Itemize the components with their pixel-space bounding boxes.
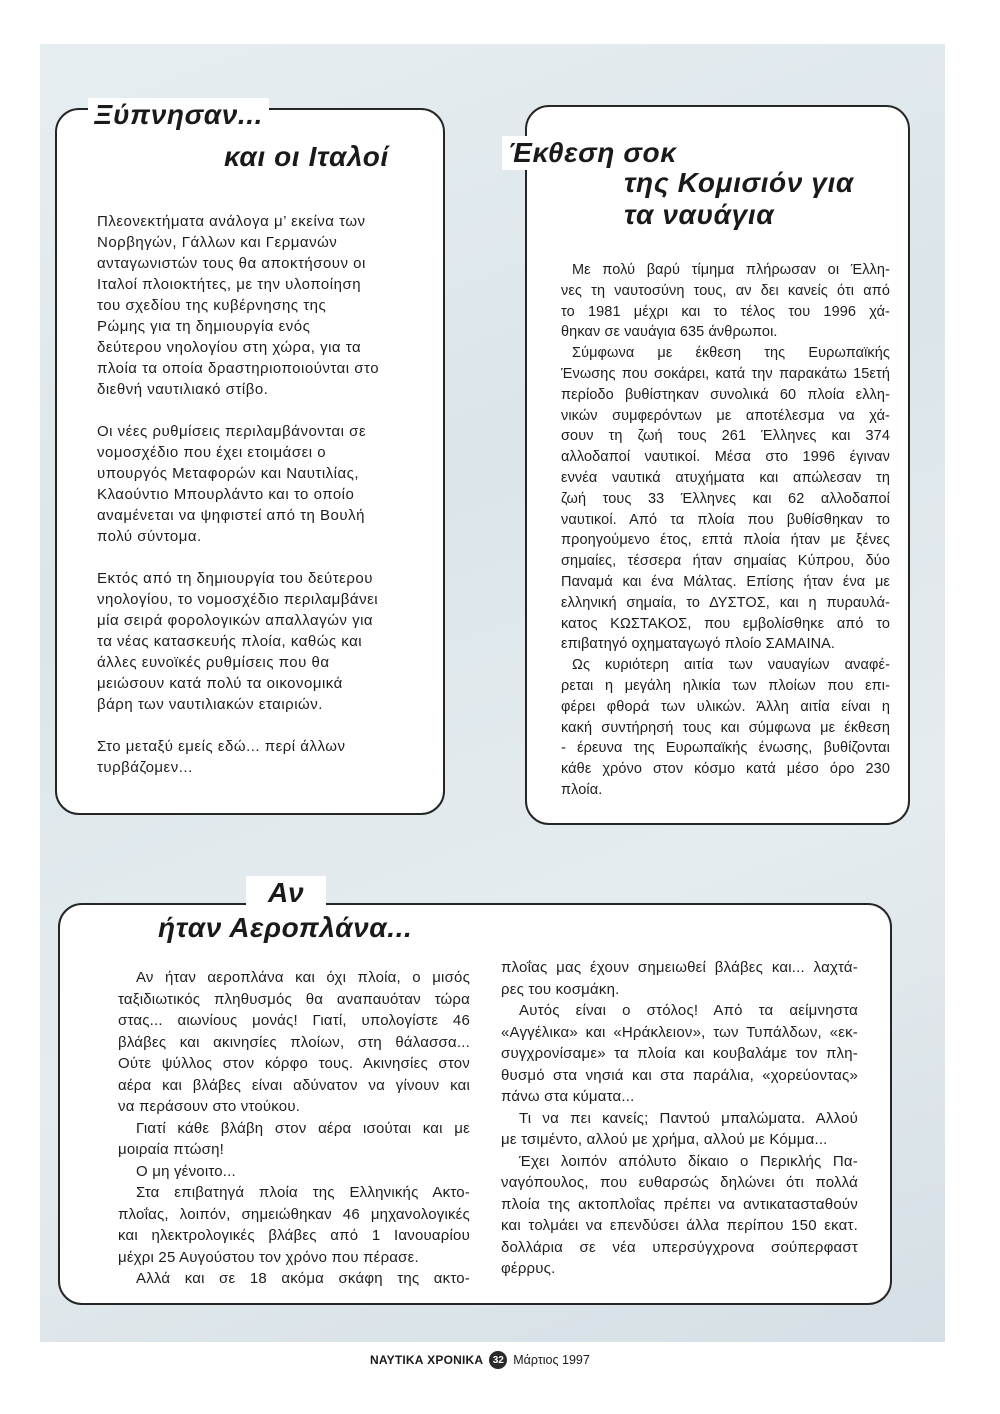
text-line: πλοΐας, λοιπόν, σημειώθηκαν 46 μηχανολογικές — [118, 1205, 470, 1223]
text-line: Έχει λοιπόν απόλυτο δίκαιο ο Περικλής Πα- — [519, 1152, 858, 1170]
text-line: Αυτός είναι ο στόλος! Από τα αείμνηστα — [519, 1002, 858, 1019]
text-line: ρες του κοσμάκη. — [501, 980, 620, 998]
text-line: Σύμφωνα με έκθεση της Ευρωπαϊκής — [572, 345, 890, 362]
paragraph — [97, 211, 409, 400]
magazine-name: ΝΑΥΤΙΚΑ ΧΡΟΝΙΚΑ — [370, 1353, 484, 1367]
text-line: φέρει φθορά των υλικών. Άλλη αιτία είναι η — [561, 698, 890, 715]
text-line: Κλαούντιο Μπουρλάντο και το οποίο — [97, 486, 355, 503]
text-line: με τσιμέντο, αλλού με χρήμα, αλλού με Κόμμα... — [501, 1131, 828, 1148]
text-line: επιβατηγό οχηματαγωγό πλοίο ΣΑΜΑΙΝΑ. — [561, 636, 836, 653]
text-line: θηκαν σε ναυάγια 635 άνθρωποι. — [561, 324, 778, 341]
text-line: Αν ήταν αεροπλάνα και όχι πλοία, ο μισός — [136, 969, 470, 986]
paragraph — [118, 1268, 470, 1290]
paragraph — [561, 260, 890, 343]
text-line: Γιατί κάθε βλάβη στον αέρα ισούται και με — [136, 1119, 470, 1137]
paragraph — [501, 1151, 858, 1280]
text-line: διεθνή ναυτιλιακό στίβο. — [97, 381, 269, 398]
article-title: Αν — [246, 876, 326, 910]
text-line: δολλάρια σε νέα υπερσύγχρονα σούπερφαστ — [501, 1238, 858, 1256]
paragraph — [501, 1108, 858, 1151]
text-line: Στα επιβατηγά πλοία της Ελληνικής Ακτο- — [136, 1184, 470, 1201]
text-line: του σχεδίου της κυβέρνησης της — [97, 297, 327, 314]
text-line: Πλεονεκτήματα ανάλογα μ’ εκείνα των — [97, 213, 366, 230]
text-line: μειώσουν κατά πολύ τα οικονομικά — [97, 675, 343, 692]
text-line: πλοία τα οποία δραστηριοποιούνται στο — [97, 360, 380, 377]
paragraph — [118, 1118, 470, 1161]
text-line: Ούτε ψύλλος στον κόρφο τους. Ακινησίες στον — [118, 1055, 470, 1072]
paragraph — [501, 957, 858, 1000]
page-footer — [370, 1350, 590, 1370]
text-line: βάρη των ναυτιλιακών εταιριών. — [97, 696, 323, 713]
text-line: ζωή τους 33 Έλληνες και 62 αλλοδαποί — [561, 490, 890, 507]
article-subtitle-line: τα ναυάγια — [624, 199, 775, 230]
text-line: σημαίες, τέσσερα ήταν σημαίας Κύπρου, δύο — [561, 553, 890, 570]
text-line: και τολμάει να επενδύσει άλλα περίπου 150 εκατ. — [501, 1217, 858, 1234]
text-line: Τι να πει κανείς; Παντού μπαλώματα. Αλλού — [519, 1109, 858, 1127]
text-line: Ο μη γένοιτο... — [136, 1162, 236, 1180]
text-line: να περάσουν στο ντούκου. — [118, 1098, 301, 1115]
text-line: τυρβάζομεν... — [97, 759, 193, 776]
text-line: άλλες ευνοϊκές ρυθμίσεις που θα — [97, 654, 330, 671]
text-line: νηολογίου, το νομοσχέδιο περιλαμβάνει — [97, 591, 379, 608]
text-line: Ιταλοί πλοιοκτήτες, με την υλοποίηση — [97, 276, 362, 293]
issue-date: Μάρτιος 1997 — [513, 1353, 590, 1367]
text-line: αλλοδαποί ναυτικοί. Μέσα στο 1996 έγιναν — [561, 449, 890, 466]
article-column-left — [118, 967, 470, 1290]
text-line: Παναμά και ένα Μάλτας. Επίσης ήταν ένα με — [561, 573, 890, 590]
text-line: ελληνική σημαία, το ΔΥΣΤΟΣ, και η πυραυλά- — [561, 594, 890, 611]
text-line: συγχρονίσαμε» τα πλοία και κουβαλάμε τον πλη- — [501, 1045, 858, 1062]
paragraph — [118, 1182, 470, 1268]
text-line: «Αγγέλικα» και «Ηράκλειον», των Τυπάλδων, «εκ- — [501, 1023, 858, 1041]
text-line: ρεται η μεγάλη ηλικία των πλοίων που επι- — [561, 677, 890, 694]
text-line: Εκτός από τη δημιουργία του δεύτερου — [97, 570, 373, 587]
paragraph — [561, 343, 890, 655]
text-line: αναμένεται να ψηφιστεί από τη Βουλή — [97, 507, 365, 524]
paragraph — [501, 1000, 858, 1108]
text-line: βλάβες και ακινησίες πλοίων, στη θάλασσα... — [118, 1033, 470, 1051]
text-line: και ηλεκτρολογικές βλάβες από 1 Ιανουαρίου — [118, 1227, 470, 1244]
text-line: ναγόπουλος, που ευθαρσώς δηλώνει ότι πολλά — [501, 1174, 858, 1191]
text-line: Στο μεταξύ εμείς εδώ... περί άλλων — [97, 738, 346, 755]
paragraph — [97, 568, 409, 715]
article-subtitle: ήταν Αεροπλάνα... — [158, 912, 413, 943]
paragraph — [97, 421, 409, 547]
text-line: Νορβηγών, Γάλλων και Γερμανών — [97, 234, 338, 251]
text-line: περίοδο βυθίστηκαν συνολικά 60 πλοία ελλη- — [561, 386, 890, 403]
text-line: ταξιδιωτικός πληθυσμός θα αναπαυόταν τώρα — [118, 990, 470, 1008]
text-line: το 1981 μέχρι και το τέλος του 1996 χά- — [561, 303, 890, 320]
text-line: νικών συμφερόντων με αποτέλεσμα να χά- — [561, 407, 890, 424]
page-number-badge: 32 — [489, 1351, 507, 1369]
text-line: προηγούμενο έτος, επτά πλοία ήταν με ξένες — [561, 532, 890, 549]
text-line: εννέα ναυτικά ατυχήματα και απώλεσαν τη — [561, 469, 890, 486]
text-line: μία σειρά φορολογικών απαλλαγών για — [97, 612, 374, 629]
article-subtitle: και οι Ιταλοί — [224, 141, 389, 172]
text-line: τα νέας κατασκευής πλοία, καθώς και — [97, 633, 363, 650]
text-line: ναυτικοί. Από τα πλοία που βυθίσθηκαν το — [561, 511, 890, 528]
text-line: νομοσχέδιο που έχει ετοιμάσει ο — [97, 444, 327, 461]
article-body — [97, 211, 409, 778]
text-line: πλοΐας μας έχουν σημειωθεί βλάβες και... λαχτά- — [501, 959, 858, 976]
text-line: Οι νέες ρυθμίσεις περιλαμβάνονται σε — [97, 423, 367, 440]
text-line: νες τη ναυτοσύνη τους, αν δει κανείς ότι από — [561, 282, 890, 299]
article-title: Έκθεση σοκ — [502, 136, 683, 170]
text-line: πλοία. — [561, 781, 603, 798]
article-body — [561, 260, 890, 801]
text-line: - έρευνα της Ευρωπαϊκής ένωσης, βυθίζονται — [561, 740, 890, 757]
text-line: φέρρυς. — [501, 1260, 556, 1277]
text-line: δεύτερου νηολογίου στη χώρα, για τα — [97, 339, 362, 356]
text-line: Αλλά και σε 18 ακόμα σκάφη της ακτο- — [136, 1270, 470, 1287]
text-line: Ένωσης που σοκάρει, κατά την παρακάτω 15ετή — [561, 365, 890, 382]
paragraph — [118, 967, 470, 1118]
paragraph — [97, 736, 409, 778]
text-line: κάθε χρόνο στον κόσμο κατά μέσο όρο 230 — [561, 761, 890, 778]
article-column-right — [501, 957, 858, 1280]
text-line: θυσμό στα νησιά και στα παράλια, «χορεύοντας» — [501, 1066, 858, 1084]
text-line: πλοία της ακτοπλοΐας πρέπει να αντικατασταθούν — [501, 1195, 858, 1213]
text-line: αέρα και βλάβες είναι αδύνατον να γίνουν και — [118, 1076, 470, 1094]
text-line: στας... αιωνίους μονάς! Γιατί, υπολογίστε 46 — [118, 1012, 470, 1029]
paragraph — [118, 1161, 470, 1183]
text-line: κατος ΚΩΣΤΑΚΟΣ, που εμβολίσθηκε από το — [561, 615, 890, 632]
article-title: Ξύπνησαν... — [88, 98, 269, 132]
article-subtitle-line: της Κομισιόν για — [624, 167, 854, 198]
text-line: Ρώμης για τη δημιουργία ενός — [97, 318, 311, 335]
text-line: ανταγωνιστών τους θα αποκτήσουν οι — [97, 255, 366, 272]
text-line: Ως κυριότερη αιτία των ναυαγίων αναφέ- — [572, 657, 890, 674]
text-line: μοιραία πτώση! — [118, 1141, 225, 1158]
text-line: πάνω στα κύματα... — [501, 1088, 635, 1105]
text-line: μέχρι 25 Αυγούστου τον χρόνο που πέρασε. — [118, 1248, 419, 1266]
text-line: πολύ σύντομα. — [97, 528, 202, 545]
text-line: σουν τη ζωή τους 261 Έλληνες και 374 — [561, 428, 890, 445]
text-line: Με πολύ βαρύ τίμημα πλήρωσαν οι Έλλη- — [572, 262, 890, 278]
text-line: υπουργός Μεταφορών και Ναυτιλίας, — [97, 465, 360, 482]
text-line: κακή συντήρησή τους και σύμφωνα με έκθεση — [561, 719, 890, 736]
paragraph — [561, 655, 890, 801]
